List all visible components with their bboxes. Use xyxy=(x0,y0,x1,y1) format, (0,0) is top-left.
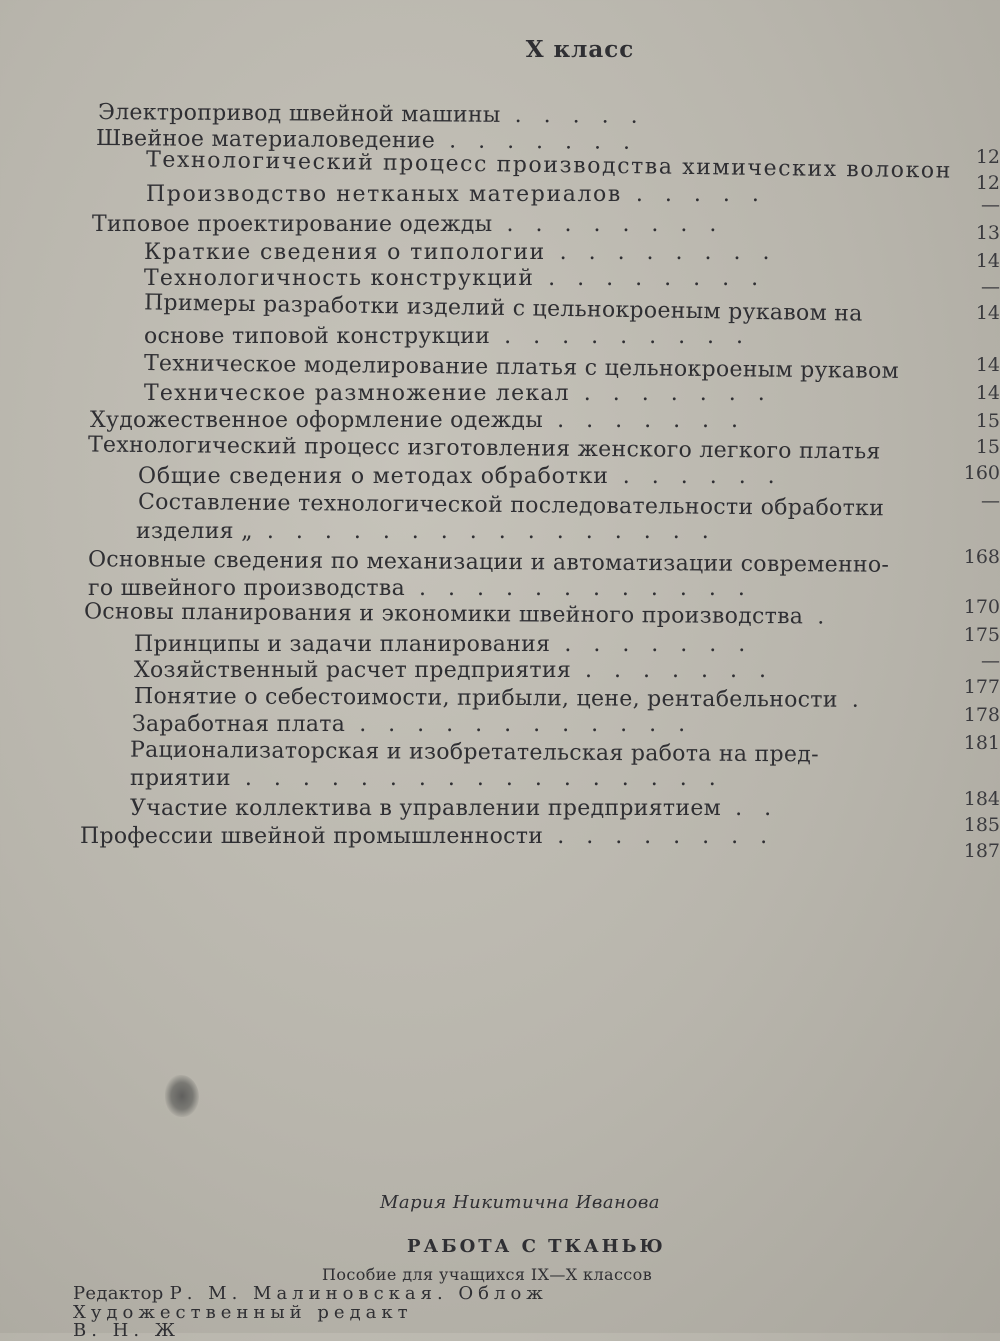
page-number: 178 xyxy=(963,704,1000,726)
toc-entry xyxy=(129,737,819,768)
toc-entry xyxy=(146,184,781,206)
toc-entry-text: Технологический процесс изготовления женского легкого платья xyxy=(87,432,881,465)
toc-entry-text: Общие сведения о методах обработки xyxy=(138,464,609,489)
author-name: Мария Никитична Иванова xyxy=(380,1192,661,1213)
toc-entry xyxy=(144,383,787,405)
toc-entry-text: Технологический процесс производства химических волокон xyxy=(145,147,953,184)
toc-entry xyxy=(130,798,793,820)
toc-entry-dots: ......... xyxy=(504,324,766,349)
toc-entry-dots: ................. xyxy=(244,766,738,791)
toc-entry xyxy=(138,466,797,488)
page-number: — xyxy=(981,276,1000,298)
toc-entry-dots: ....... xyxy=(585,658,788,683)
imprint-editor xyxy=(73,1283,548,1304)
imprint-line-3 xyxy=(73,1320,180,1341)
toc-entry-text: Производство нетканых материалов xyxy=(146,182,622,207)
toc-entry xyxy=(134,660,788,682)
toc-entry xyxy=(88,549,889,577)
toc-entry-text: Примеры разработки изделий с цельнокроеным рукавом на xyxy=(143,290,863,327)
imprint-editor-name: Р. М. Малиновская. Облож xyxy=(169,1283,548,1304)
toc-entry-text: Принципы и задачи планирования xyxy=(134,632,551,657)
page-number: 15 xyxy=(975,436,1000,458)
toc-entry xyxy=(137,489,885,522)
imprint-line-3-text: В. Н. Ж xyxy=(73,1320,181,1341)
toc-entry-dots: ..... xyxy=(514,102,660,129)
toc-entry-text: Техническое моделирование платья с цельнокроеным рукавом xyxy=(143,351,900,384)
page-number: 185 xyxy=(963,814,1000,836)
book-title: РАБОТА С ТКАНЬЮ xyxy=(407,1236,666,1257)
toc-entry-text: Участие коллектива в управлении предприятием xyxy=(130,796,722,821)
toc-entry-dots: ................ xyxy=(266,519,731,544)
toc-entry xyxy=(84,601,846,628)
toc-entry-text: Техническое размножение лекал xyxy=(144,381,570,406)
page-number: 12 xyxy=(975,172,1000,194)
toc-entry xyxy=(90,410,760,432)
toc-entry-text: Профессии швейной промышленности xyxy=(80,824,544,849)
page-number: 187 xyxy=(963,840,1000,862)
toc-entry-text: приятии xyxy=(130,766,231,791)
toc-entry xyxy=(87,432,881,465)
toc-entry-dots: ............ xyxy=(418,576,767,601)
toc-entry-dots: ....... xyxy=(564,632,768,657)
toc-entry-dots: ........ xyxy=(557,824,790,849)
toc-entry xyxy=(144,326,765,348)
page-number: 14 xyxy=(975,250,1000,272)
toc-entry-dots: ....... xyxy=(449,128,653,155)
page-number: — xyxy=(981,194,1000,216)
toc-entry-dots: ........ xyxy=(506,212,739,237)
toc-entry-dots: . xyxy=(817,604,847,630)
toc-entry xyxy=(144,242,792,264)
ink-smudge xyxy=(165,1075,199,1117)
toc-entry-text: основе типовой конструкции xyxy=(144,324,491,349)
page-number: — xyxy=(981,490,1000,512)
toc-entry xyxy=(134,634,767,656)
toc-entry-dots: ........ xyxy=(559,240,792,265)
toc-entry xyxy=(144,292,863,325)
toc-entry-dots: ....... xyxy=(583,381,787,406)
toc-entry-text: Заработная плата xyxy=(132,712,346,737)
toc-entry-text: Краткие сведения о типологии xyxy=(144,240,546,265)
book-subtitle: Пособие для учащихся IX—X классов xyxy=(322,1265,653,1284)
toc-entry xyxy=(144,268,780,290)
page-number: 13 xyxy=(975,222,1000,244)
page-number: 177 xyxy=(963,676,1000,698)
toc-entry-text: го швейного производства xyxy=(88,576,405,601)
toc-entry xyxy=(130,768,738,790)
page-number: 14 xyxy=(975,302,1000,324)
page-number: 168 xyxy=(963,546,1000,568)
toc-entry-text: Основы планирования и экономики швейного производства xyxy=(83,599,804,630)
toc-entry xyxy=(136,521,731,543)
toc-entry-text: Художественное оформление одежды xyxy=(90,408,544,433)
toc-entry-text: Основные сведения по механизации и автоматизации современно- xyxy=(87,547,890,578)
page-number: 170 xyxy=(963,596,1000,618)
imprint-editor-label: Редактор xyxy=(73,1283,164,1304)
toc-entry-text: Понятие о себестоимости, прибыли, цене, рентабельности xyxy=(133,684,838,713)
toc-entry-text: Электропривод швейной машины xyxy=(97,100,501,128)
toc-entry xyxy=(146,149,952,182)
page-number: 12 xyxy=(975,146,1000,168)
page-number: 15 xyxy=(975,410,1000,432)
toc-entry-dots: ..... xyxy=(635,182,781,207)
toc-entry-text: Рационализаторская и изобретательская работа на пред- xyxy=(129,737,819,768)
page-number: 175 xyxy=(963,624,1000,646)
toc-entry xyxy=(134,686,881,712)
toc-entry-text: Составление технологической последовательности обработки xyxy=(137,489,885,522)
page-number: 14 xyxy=(975,382,1000,404)
toc-entry-text: Хозяйственный расчет предприятия xyxy=(134,658,571,683)
toc-entry xyxy=(144,353,899,383)
section-heading: X класс xyxy=(525,36,635,63)
toc-entry xyxy=(98,102,660,128)
page-number: — xyxy=(981,650,1000,672)
page-number: 160 xyxy=(963,462,1000,484)
toc-entry xyxy=(80,826,789,848)
toc-entry xyxy=(132,714,707,736)
page-number: 181 xyxy=(963,732,1000,754)
toc-entry xyxy=(88,578,767,600)
toc-entry-dots: ....... xyxy=(557,408,761,433)
page-number: 14 xyxy=(975,354,1000,376)
toc-entry xyxy=(92,214,738,236)
page-number: 184 xyxy=(963,788,1000,810)
toc-entry-dots: .. xyxy=(735,796,794,821)
toc-entry-dots: ............ xyxy=(359,712,708,737)
toc-entry-text: Типовое проектирование одежды xyxy=(92,212,493,237)
toc-entry-text: Технологичность конструкций xyxy=(144,266,535,291)
toc-entry-dots: . xyxy=(851,687,881,713)
toc-entry-dots: ........ xyxy=(548,266,781,291)
toc-entry-text: изделия „ xyxy=(136,519,253,544)
toc-entry-text: Швейное материаловедение xyxy=(95,126,436,154)
toc-entry-dots: ...... xyxy=(622,464,797,489)
imprint-art-editor-text: Художественный редакт xyxy=(73,1302,413,1323)
